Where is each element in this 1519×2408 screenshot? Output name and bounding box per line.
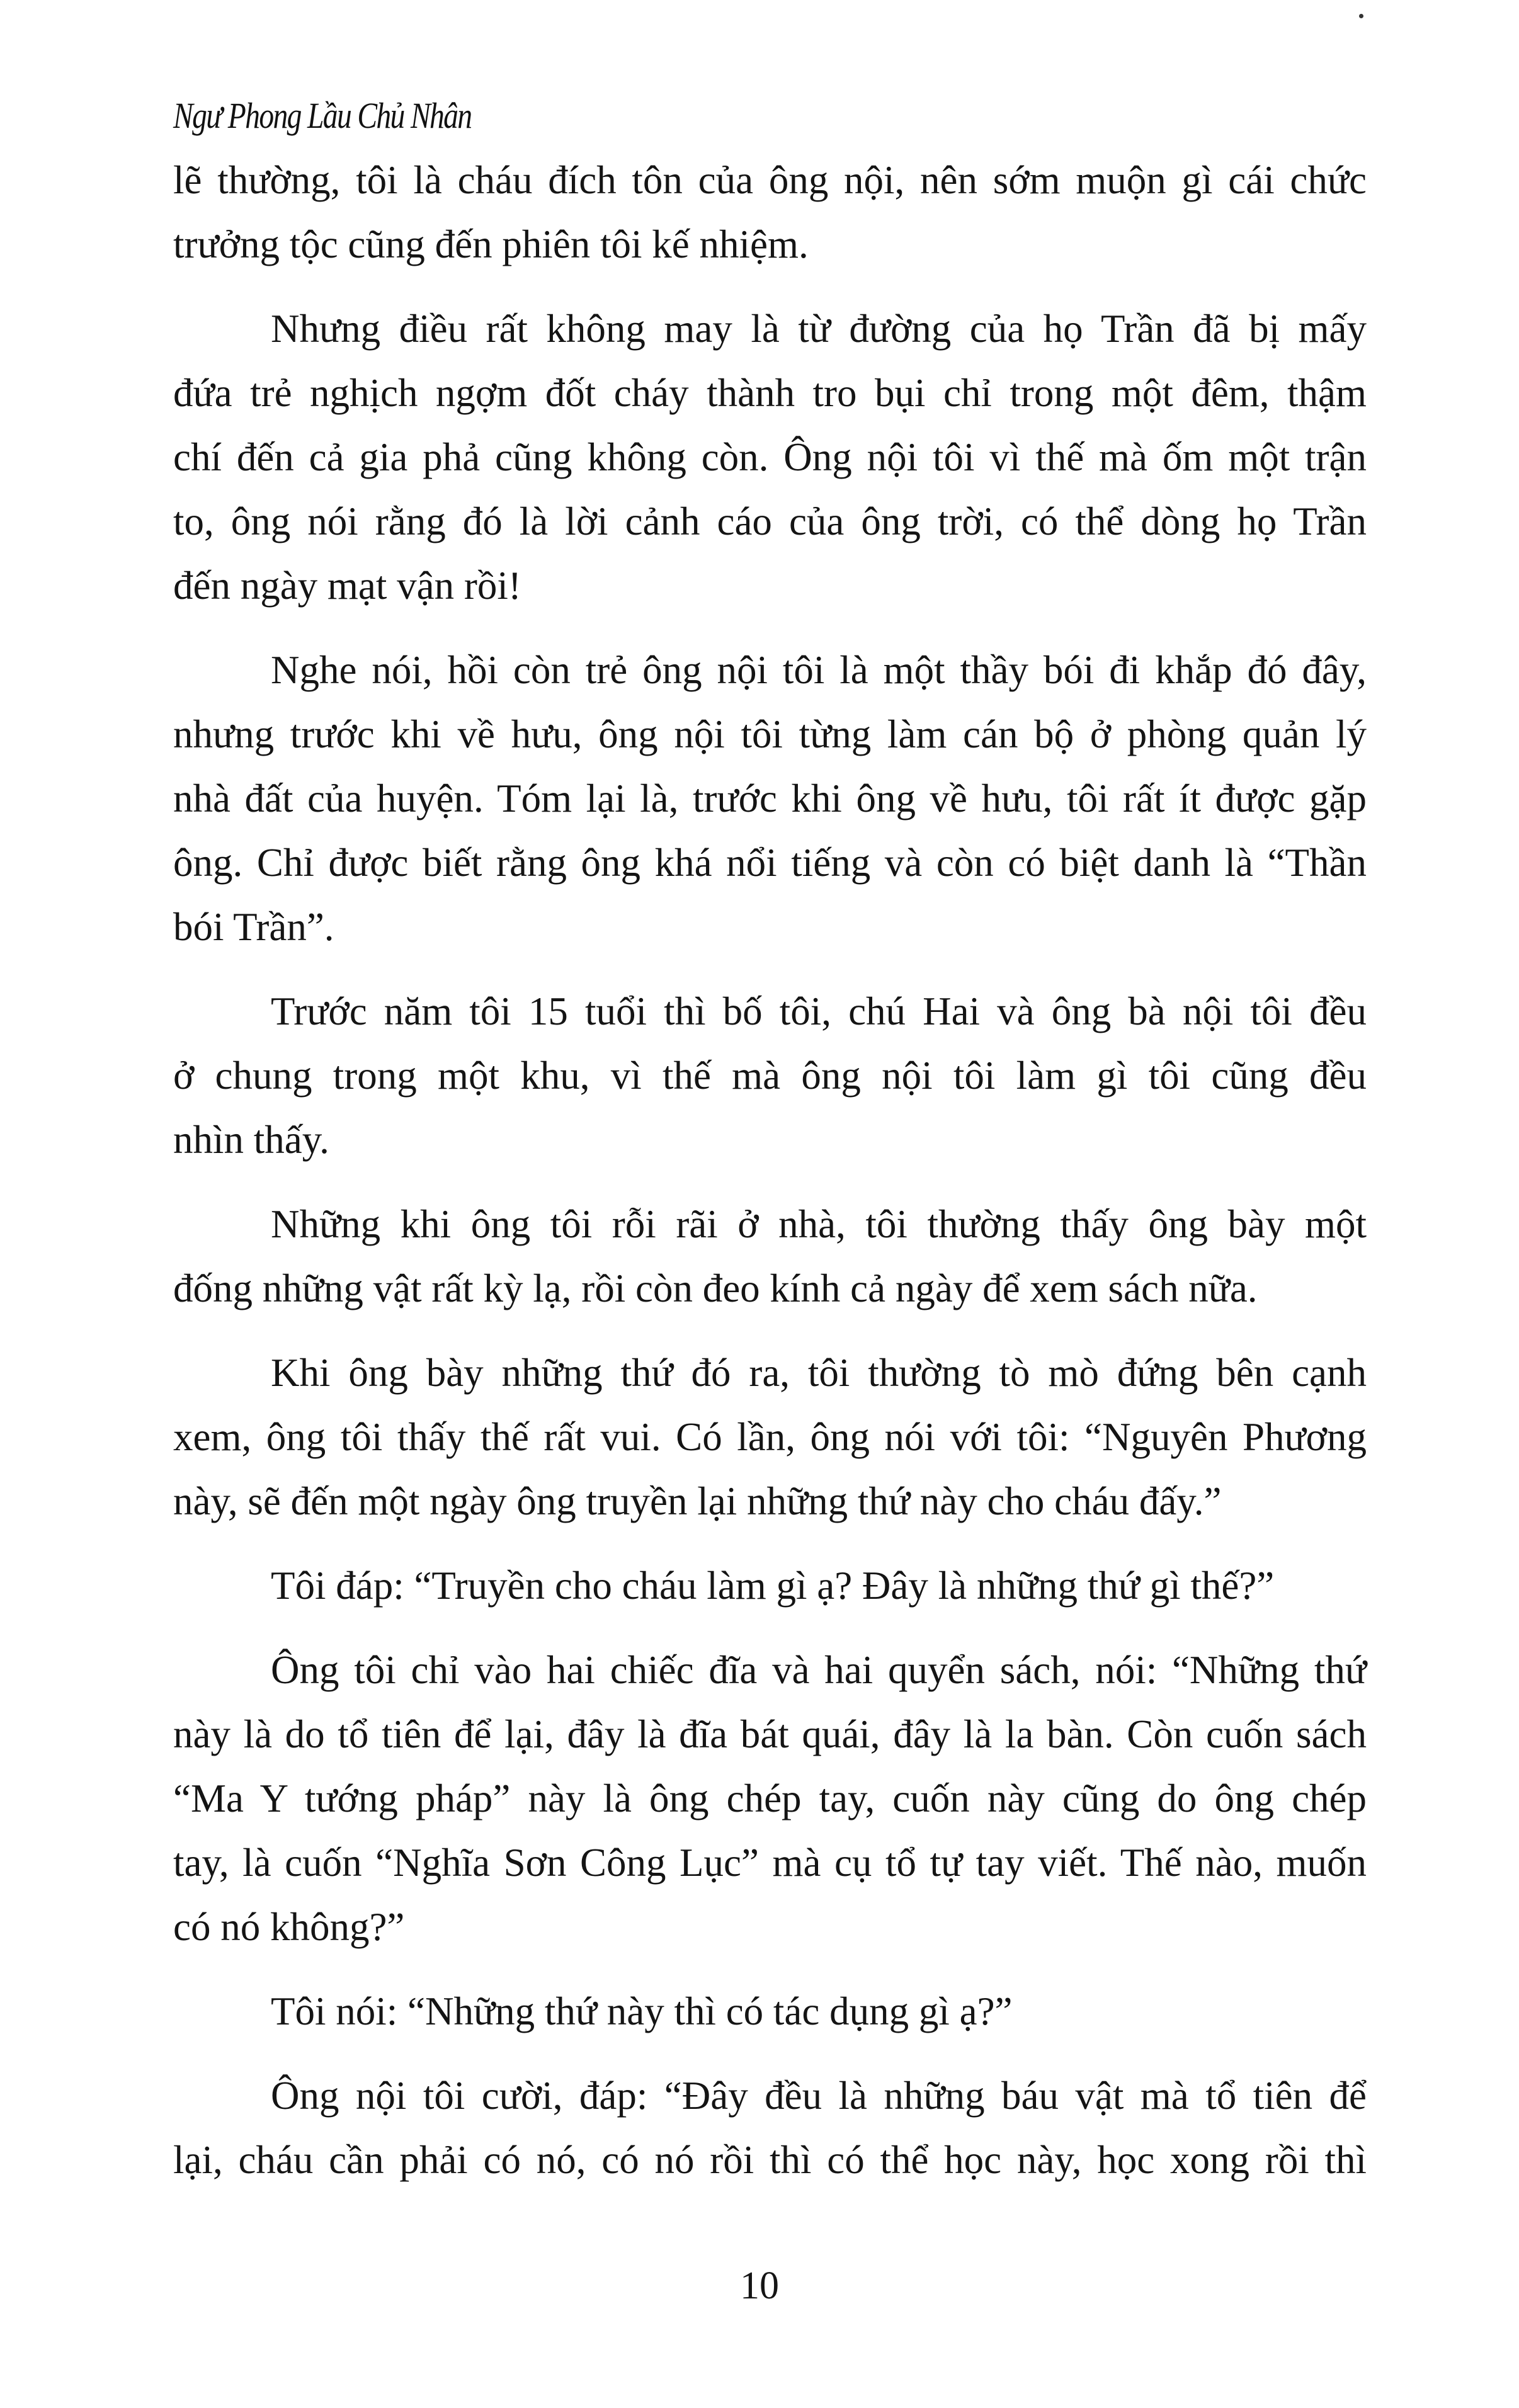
text-line: ông. Chỉ được biết rằng ông khá nổi tiếng và còn có biệt danh là “Thần	[173, 841, 1367, 885]
text-line: to, ông nói rằng đó là lời cảnh cáo của ông trời, có thể dòng họ Trần	[173, 499, 1367, 543]
paragraph	[173, 2064, 1367, 2192]
paragraph	[173, 297, 1367, 618]
text-line: Nghe nói, hồi còn trẻ ông nội tôi là một thầy bói đi khắp đó đây,	[271, 648, 1367, 692]
body-text	[173, 148, 1367, 2212]
paragraph	[173, 1192, 1367, 1320]
text-line: này là do tổ tiên để lại, đây là đĩa bát quái, đây là la bàn. Còn cuốn sách	[173, 1712, 1367, 1756]
text-line: Nhưng điều rất không may là từ đường của họ Trần đã bị mấy	[271, 307, 1367, 351]
paragraph	[173, 1979, 1367, 2043]
text-line: nhìn thấy.	[173, 1118, 329, 1162]
paragraph	[173, 148, 1367, 276]
text-line: bói Trần”.	[173, 905, 334, 949]
text-line: trưởng tộc cũng đến phiên tôi kế nhiệm.	[173, 222, 809, 266]
paragraph	[173, 979, 1367, 1172]
text-line: Ông nội tôi cười, đáp: “Đây đều là những báu vật mà tổ tiên để	[271, 2074, 1367, 2118]
text-line: ở chung trong một khu, vì thế mà ông nội tôi làm gì tôi cũng đều	[173, 1054, 1367, 1098]
scan-speck	[1359, 14, 1363, 18]
paragraph	[173, 1341, 1367, 1533]
text-line: tay, là cuốn “Nghĩa Sơn Công Lục” mà cụ tổ tự tay viết. Thế nào, muốn	[173, 1841, 1367, 1885]
text-line: chí đến cả gia phả cũng không còn. Ông nội tôi vì thế mà ốm một trận	[173, 435, 1367, 479]
text-line: lẽ thường, tôi là cháu đích tôn của ông nội, nên sớm muộn gì cái chức	[173, 158, 1367, 202]
text-line: “Ma Y tướng pháp” này là ông chép tay, cuốn này cũng do ông chép	[173, 1776, 1367, 1820]
paragraph	[173, 638, 1367, 959]
text-line: Tôi đáp: “Truyền cho cháu làm gì ạ? Đây là những thứ gì thế?”	[271, 1564, 1275, 1608]
text-line: đến ngày mạt vận rồi!	[173, 564, 521, 608]
text-line: Trước năm tôi 15 tuổi thì bố tôi, chú Hai và ông bà nội tôi đều	[271, 989, 1367, 1033]
text-line: Khi ông bày những thứ đó ra, tôi thường tò mò đứng bên cạnh	[271, 1351, 1367, 1395]
text-line: này, sẽ đến một ngày ông truyền lại những thứ này cho cháu đấy.”	[173, 1479, 1222, 1523]
text-line: có nó không?”	[173, 1905, 405, 1949]
text-line: đống những vật rất kỳ lạ, rồi còn đeo kính cả ngày để xem sách nữa.	[173, 1266, 1258, 1310]
paragraph	[173, 1553, 1367, 1618]
text-line: nhà đất của huyện. Tóm lại là, trước khi ông về hưu, tôi rất ít được gặp	[173, 776, 1367, 821]
text-line: Những khi ông tôi rỗi rãi ở nhà, tôi thường thấy ông bày một	[271, 1202, 1367, 1246]
text-line: xem, ông tôi thấy thế rất vui. Có lần, ông nói với tôi: “Nguyên Phương	[173, 1415, 1367, 1459]
text-line: nhưng trước khi về hưu, ông nội tôi từng làm cán bộ ở phòng quản lý	[173, 712, 1367, 756]
paragraph	[173, 1638, 1367, 1959]
text-line: Tôi nói: “Những thứ này thì có tác dụng gì ạ?”	[271, 1989, 1013, 2033]
text-line: Ông tôi chỉ vào hai chiếc đĩa và hai quyển sách, nói: “Những thứ	[271, 1648, 1367, 1692]
text-line: lại, cháu cần phải có nó, có nó rồi thì có thể học này, học xong rồi thì	[173, 2138, 1367, 2182]
running-head: Ngư Phong Lầu Chủ Nhân	[173, 95, 472, 136]
text-line: đứa trẻ nghịch ngợm đốt cháy thành tro bụi chỉ trong một đêm, thậm	[173, 371, 1367, 415]
page-number: 10	[740, 2264, 779, 2307]
